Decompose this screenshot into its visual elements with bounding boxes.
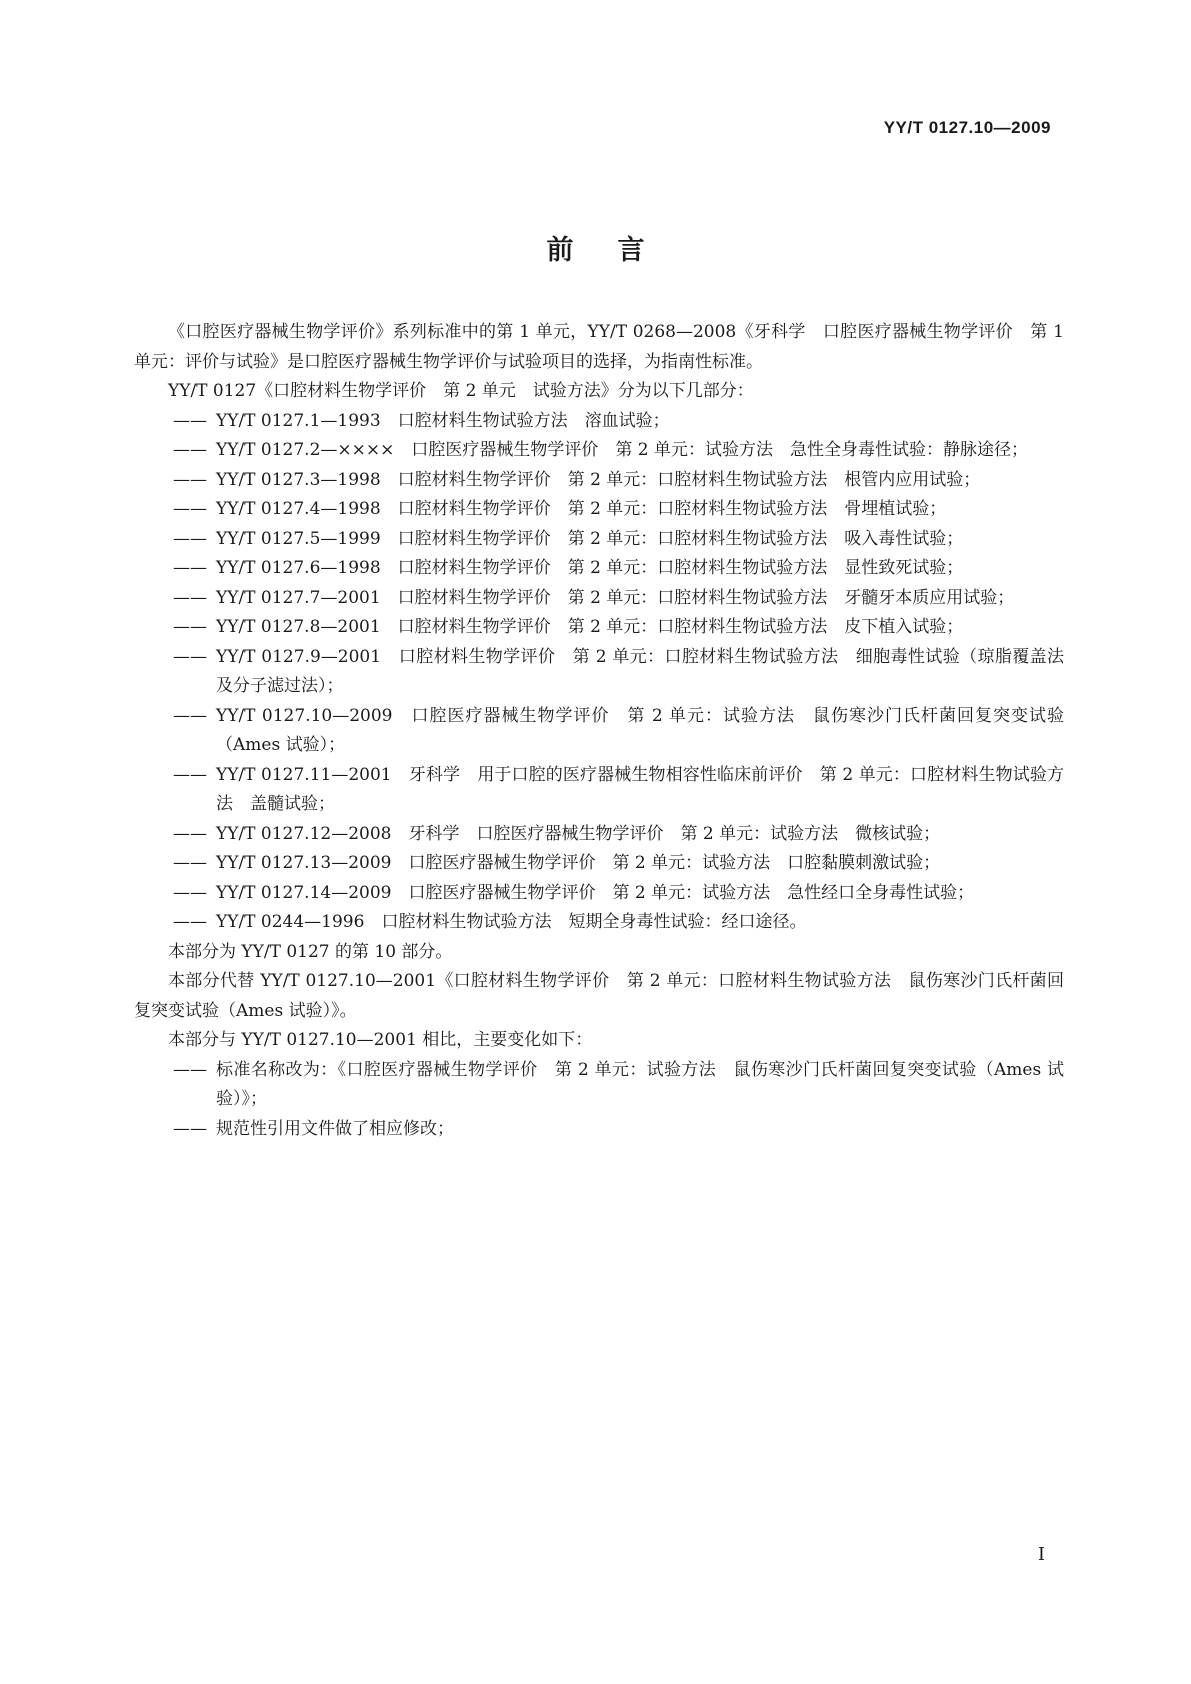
document-body bbox=[134, 318, 1064, 1144]
list-item-text: YY/T 0127.1—1993 口腔材料生物试验方法 溶血试验； bbox=[216, 410, 670, 431]
list-item bbox=[134, 436, 1064, 466]
list-item bbox=[134, 1056, 1064, 1115]
parts-list bbox=[134, 407, 1064, 938]
list-item-text: YY/T 0127.4—1998 口腔材料生物学评价 第 2 单元：口腔材料生物试验方法 骨埋植试验； bbox=[216, 499, 947, 519]
list-item-text: 标准名称改为：《口腔医疗器械生物学评价 第 2 单元：试验方法 鼠伤寒沙门氏杆菌回复突变试验（Ames 试验）》； bbox=[216, 1059, 1064, 1109]
dash-marker: —— bbox=[173, 705, 207, 726]
dash-marker: —— bbox=[173, 469, 207, 490]
list-item bbox=[134, 1115, 1064, 1145]
list-item-text: YY/T 0127.9—2001 口腔材料生物学评价 第 2 单元：口腔材料生物试验方法 细胞毒性试验（琼脂覆盖法及分子滤过法）； bbox=[216, 646, 1064, 696]
list-item bbox=[134, 761, 1064, 820]
dash-marker: —— bbox=[173, 587, 207, 608]
list-item-text: YY/T 0127.6—1998 口腔材料生物学评价 第 2 单元：口腔材料生物试验方法 显性致死试验； bbox=[216, 558, 964, 578]
list-item-text: YY/T 0127.5—1999 口腔材料生物学评价 第 2 单元：口腔材料生物试验方法 吸入毒性试验； bbox=[216, 528, 964, 549]
list-item bbox=[134, 908, 1064, 938]
dash-marker: —— bbox=[173, 558, 207, 578]
list-item bbox=[134, 820, 1064, 850]
list-item bbox=[134, 643, 1064, 702]
list-item-text: YY/T 0127.10—2009 口腔医疗器械生物学评价 第 2 单元：试验方法 鼠伤寒沙门氏杆菌回复突变试验（Ames 试验）； bbox=[216, 705, 1064, 755]
list-item-text: 规范性引用文件做了相应修改； bbox=[216, 1118, 454, 1139]
list-item-text: YY/T 0127.13—2009 口腔医疗器械生物学评价 第 2 单元：试验方法 口腔黏膜刺激试验； bbox=[216, 853, 941, 873]
body-paragraph: 本部分代替 YY/T 0127.10—2001《口腔材料生物学评价 第 2 单元：口腔材料生物试验方法 鼠伤寒沙门氏杆菌回复突变试验（Ames 试验）》。 bbox=[134, 971, 1064, 1021]
list-item bbox=[134, 702, 1064, 761]
list-item bbox=[134, 495, 1064, 525]
list-item-text: YY/T 0127.7—2001 口腔材料生物学评价 第 2 单元：口腔材料生物试验方法 牙髓牙本质应用试验； bbox=[216, 587, 1015, 608]
dash-marker: —— bbox=[173, 853, 207, 873]
list-item bbox=[134, 584, 1064, 614]
list-item bbox=[134, 879, 1064, 909]
page-number: I bbox=[1037, 1544, 1045, 1565]
list-item bbox=[134, 525, 1064, 555]
dash-marker: —— bbox=[173, 440, 207, 460]
body-paragraph: 本部分为 YY/T 0127 的第 10 部分。 bbox=[168, 941, 453, 962]
dash-marker: —— bbox=[173, 499, 207, 519]
page-title: 前言 bbox=[546, 235, 689, 266]
dash-marker: —— bbox=[173, 528, 207, 549]
dash-marker: —— bbox=[173, 410, 207, 431]
list-item bbox=[134, 554, 1064, 584]
list-item-text: YY/T 0127.3—1998 口腔材料生物学评价 第 2 单元：口腔材料生物试验方法 根管内应用试验； bbox=[216, 469, 981, 490]
body-paragraph: 本部分与 YY/T 0127.10—2001 相比，主要变化如下： bbox=[168, 1030, 593, 1050]
dash-marker: —— bbox=[173, 882, 207, 903]
intro-paragraph: YY/T 0127《口腔材料生物学评价 第 2 单元 试验方法》分为以下几部分： bbox=[168, 381, 754, 401]
dash-marker: —— bbox=[173, 1059, 207, 1080]
list-item-text: YY/T 0127.2—×××× 口腔医疗器械生物学评价 第 2 单元：试验方法 急性全身毒性试验：静脉途径； bbox=[216, 440, 1028, 460]
list-item-text: YY/T 0244—1996 口腔材料生物试验方法 短期全身毒性试验：经口途径。 bbox=[216, 912, 807, 932]
dash-marker: —— bbox=[173, 912, 207, 932]
list-item bbox=[134, 613, 1064, 643]
list-item-text: YY/T 0127.8—2001 口腔材料生物学评价 第 2 单元：口腔材料生物试验方法 皮下植入试验； bbox=[216, 617, 964, 637]
list-item bbox=[134, 466, 1064, 496]
list-item bbox=[134, 407, 1064, 437]
dash-marker: —— bbox=[173, 1118, 207, 1139]
intro-paragraph: 《口腔医疗器械生物学评价》系列标准中的第 1 单元，YY/T 0268—2008《牙科学 口腔医疗器械生物学评价 第 1 单元：评价与试验》是口腔医疗器械生物学评价与试验项目的选择，为指南性标准。 bbox=[134, 322, 1064, 372]
list-item bbox=[134, 849, 1064, 879]
dash-marker: —— bbox=[173, 764, 207, 785]
list-item-text: YY/T 0127.12—2008 牙科学 口腔医疗器械生物学评价 第 2 单元：试验方法 微核试验； bbox=[216, 823, 941, 844]
list-item-text: YY/T 0127.14—2009 口腔医疗器械生物学评价 第 2 单元：试验方法 急性经口全身毒性试验； bbox=[216, 882, 975, 903]
standard-number: YY/T 0127.10—2009 bbox=[883, 118, 1051, 137]
dash-marker: —— bbox=[173, 823, 207, 844]
dash-marker: —— bbox=[173, 646, 207, 667]
list-item-text: YY/T 0127.11—2001 牙科学 用于口腔的医疗器械生物相容性临床前评价 第 2 单元：口腔材料生物试验方法 盖髓试验； bbox=[216, 764, 1064, 814]
dash-marker: —— bbox=[173, 617, 207, 637]
changes-list bbox=[134, 1056, 1064, 1145]
